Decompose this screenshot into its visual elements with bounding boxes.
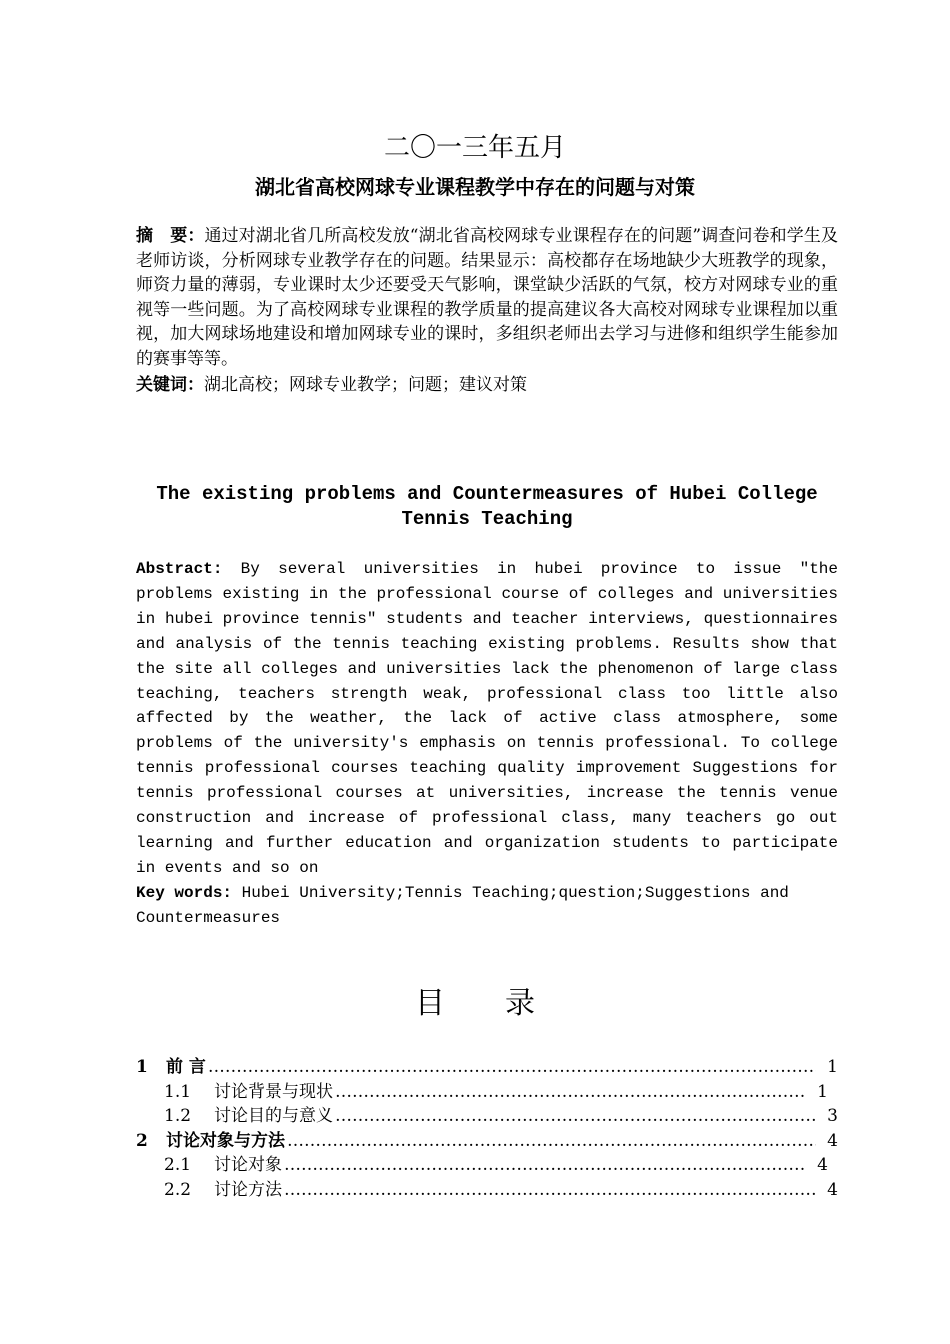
chinese-keywords-label: 关键词： [136,375,204,395]
chinese-abstract-label: 摘 要： [136,226,205,246]
chinese-keywords [136,373,838,398]
toc-entry-number: 1.2 [164,1106,192,1127]
toc-dot-leader [284,1178,816,1203]
english-keywords [136,881,838,931]
toc-entry-page: 4 [827,1130,838,1151]
toc-entry-page: 1 [827,1057,838,1077]
toc-entry[interactable] [136,1104,838,1129]
english-title-line-2: Tennis Teaching [401,508,573,530]
date-heading: 二〇一三年五月 [383,133,566,163]
toc-entry-title: 讨论对象与方法 [166,1130,285,1151]
english-title-line-1: The existing problems and Countermeasures of Hubei College [156,483,818,505]
toc-entry[interactable] [136,1055,838,1080]
english-abstract-text: By several universities in hubei province to issue "the problems existing in the professional course of colleges and universities in hubei province tennis" students and teacher interviews, questionnaires and analysis of the tennis teaching existing problems. Results show that the site all colleges and universities lack the phenomenon of large class teaching, teachers strength weak, professional class too little also affected by the weather, the lack of active class atmosphere, some problems of the university's emphasis on tennis professional. To college tennis professional courses teaching quality improvement Suggestions for tennis professional courses at universities, increase the tennis venue construction and increase of professional class, many teachers go out learning and further education and organization students to participate in events and so on [136,560,838,877]
toc-entry-number: 1 [136,1057,148,1077]
english-keywords-label: Key words: [136,884,233,902]
toc-entry-page: 1 [817,1081,828,1102]
toc-dot-leader [335,1080,806,1105]
toc-entry-page: 4 [817,1155,828,1176]
english-abstract [136,557,838,881]
toc-entry-title: 讨论方法 [214,1179,282,1200]
toc-entry-number: 1.1 [164,1081,192,1102]
chinese-abstract-text: 通过对湖北省几所高校发放“湖北省高校网球专业课程存在的问题”调查问卷和学生及老师访谈，分析网球专业教学存在的问题。结果显示：高校都存在场地缺少大班教学的现象，师资力量的薄弱，专业课时太少还要受天气影响，课堂缺少活跃的气氛，校方对网球专业的重视等一些问题。为了高校网球专业课程的教学质量的提高建议各大高校对网球专业课程加以重视，加大网球场地建设和增加网球专业的课时，多组织老师出去学习与进修和组织学生能参加的赛事等等。 [136,226,838,369]
toc-entry-page: 4 [827,1179,838,1200]
english-abstract-label: Abstract: [136,560,223,578]
toc-entry[interactable] [136,1129,838,1154]
chinese-abstract [136,224,838,372]
toc-dot-leader [335,1104,816,1129]
chinese-title: 湖北省高校网球专业课程教学中存在的问题与对策 [255,175,695,199]
toc-entry-title: 讨论目的与意义 [214,1106,333,1127]
toc-entry[interactable] [136,1153,838,1178]
english-title [136,482,838,532]
toc-entry[interactable] [136,1178,838,1203]
toc-entry-number: 2.2 [164,1179,192,1200]
toc-entry-number: 2 [136,1130,148,1151]
toc-dot-leader [208,1055,816,1080]
toc-entry-title: 讨论背景与现状 [214,1081,333,1102]
chinese-keywords-text: 湖北高校；网球专业教学；问题；建议对策 [204,375,527,395]
toc-title: 目 录 [415,986,535,1021]
toc-entry-page: 3 [827,1106,838,1127]
toc-entry-title: 讨论对象 [214,1155,282,1176]
toc-entry-number: 2.1 [164,1155,192,1176]
toc-entry-title: 前 言 [166,1057,206,1077]
toc-dot-leader [284,1153,806,1178]
toc-dot-leader [287,1129,816,1154]
toc-entry[interactable] [136,1080,838,1105]
english-keywords-text: Hubei University;Tennis Teaching;question;Suggestions and Countermeasures [136,884,789,927]
table-of-contents [136,1055,838,1203]
